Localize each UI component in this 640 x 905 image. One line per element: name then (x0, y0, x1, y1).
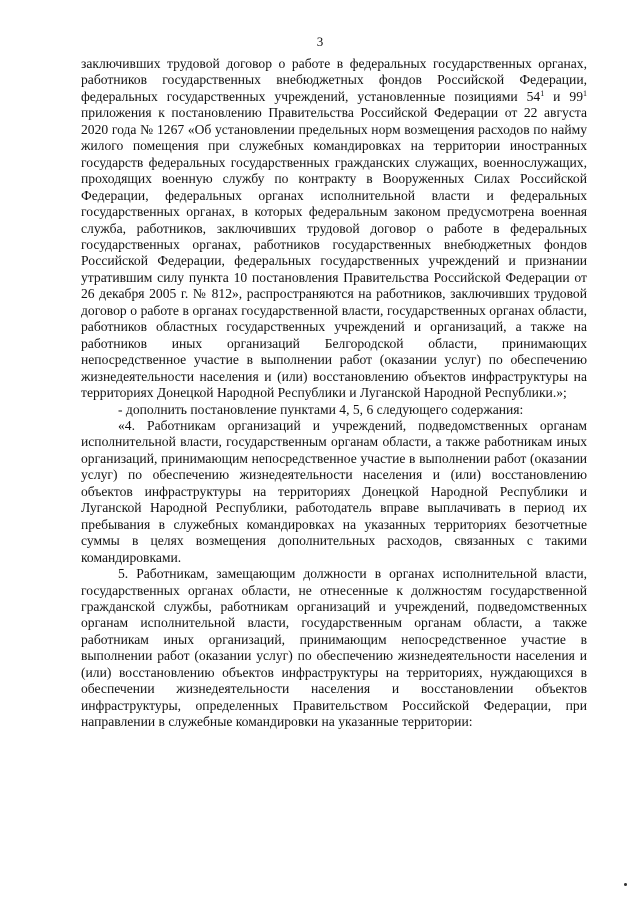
paragraph-text: приложения к постановлению Правительства Российской Федерации от 22 августа 2020 года № 1267 «Об установлении предельных норм возмещения расходов по найму жилого помещения при служебных командировках на территории иностранных государств федеральных государственных гражданских служащих, военнослужащих, проходящих военную службу по контракту в Вооруженных Силах Российской Федерации, федеральных органах исполнительной власти и федеральных государственных органах, в которых федеральным законом предусмотрена военная служба, работников, заключивших трудовой договор о работе в федеральных государственных органах, работников государственных внебюджетных фондов Российской Федерации, федеральных государственных учреждений и признании утратившим силу пункта 10 постановления Правительства Российской Федерации от 26 декабря 2005 г. № 812», распространяются на работников, заключивших трудовой договор о работе в органах государственной власти, государственных органах области, работников областных государственных учреждений и организаций, а также на работников иных организаций Белгородской области, принимающих непосредственное участие в выполнении работ (оказании услуг) по обеспечению жизнедеятельности населения и (или) восстановлению объектов инфраструктуры на территориях Донецкой Народной Республики и Луганской Народной Республики.»; (81, 105, 587, 401)
paragraph-continuation (81, 56, 587, 402)
paragraph-item-5: 5. Работникам, замещающим должности в органах исполнительной власти, государственных органах области, не отнесенные к должностям государственной гражданской службы, работникам организаций и учреждений, подведомственных органам исполнительной власти, государственным органам области, а также работникам иных организаций, принимающим непосредственное участие в выполнении работ (оказании услуг) по обеспечению жизнедеятельности населения и (или) восстановлению объектов инфраструктуры на территориях, нуждающихся в обеспечении жизнедеятельности населения и восстановлении объектов инфраструктуры, определенных Правительством Российской Федерации, при направлении в служебные командировки на указанные территории: (81, 566, 587, 730)
superscript: 1 (540, 88, 545, 98)
superscript: 1 (583, 88, 587, 98)
paragraph-item-4: «4. Работникам организаций и учреждений, подведомственных органам исполнительной власти, государственным органам области, а также работникам иных организаций, принимающим непосредственное участие в выполнении работ (оказании услуг) по обеспечению жизнедеятельности населения и (или) восстановлению объектов инфраструктуры на территориях Донецкой Народной Республики и Луганской Народной Республики, работодатель вправе выплачивать в период их пребывания в служебных командировках на указанных территориях безотчетные суммы в целях возмещения дополнительных расходов, связанных с такими командировками. (81, 417, 587, 565)
paragraph-text: заключивших трудовой договор о работе в федеральных государственных органах, работников государственных внебюджетных фондов Российской Федерации, федеральных государственных учреждений, установленные позициями 54 (81, 56, 587, 104)
paragraph-text: и 99 (544, 88, 583, 104)
page-number: 3 (316, 34, 324, 49)
paragraph-amendment-intro: - дополнить постановление пунктами 4, 5, 6 следующего содержания: (118, 401, 524, 417)
document-body (81, 56, 587, 731)
scan-speck (624, 883, 627, 886)
